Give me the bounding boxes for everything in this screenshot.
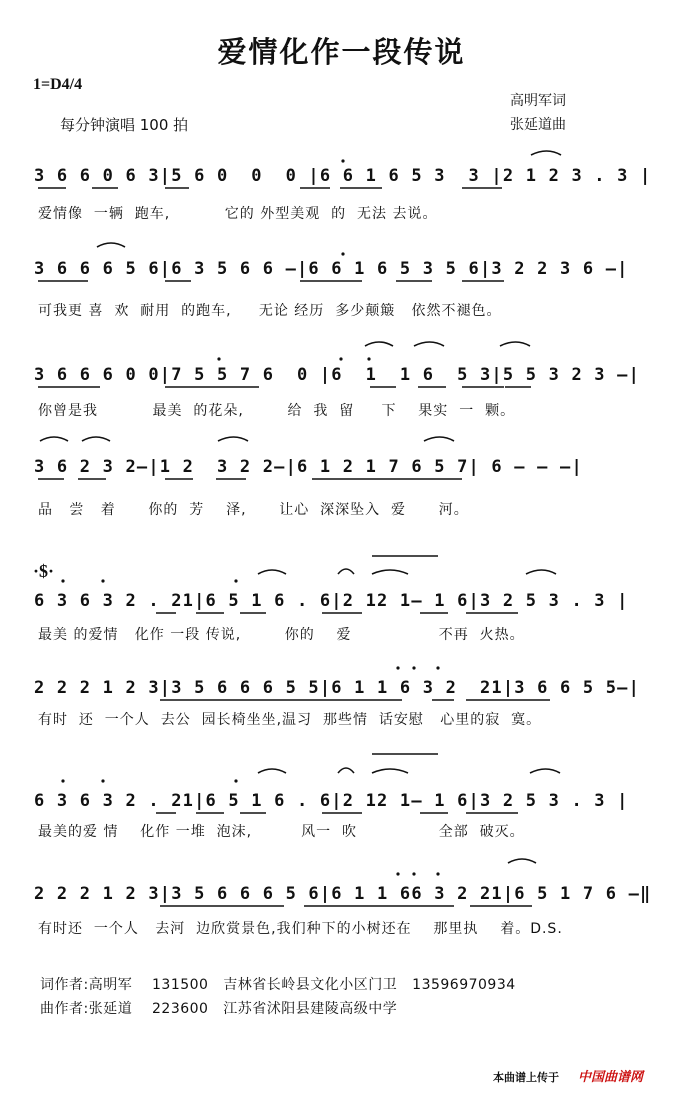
composer-info: 曲作者:张延道 223600 江苏省沭阳县建陵高级中学 bbox=[40, 1001, 398, 1017]
octave-dot bbox=[341, 252, 344, 255]
octave-dot bbox=[367, 357, 370, 360]
slur-arcs bbox=[97, 151, 561, 346]
upload-footer: 本曲谱上传于 bbox=[493, 1071, 559, 1084]
notation-line: 3 6 6 0 6 3|5 6 0 0 0 |6 6 1 6 5 3 3 |2 1 2 3 . 3 | bbox=[34, 166, 652, 186]
octave-dot bbox=[436, 872, 439, 875]
octave-dot bbox=[339, 357, 342, 360]
lyrics-line: 有时还 一个人 去河 边欣赏景色,我们种下的小树还在 那里执 着。D.S. bbox=[38, 921, 563, 937]
key-signature: 1=D4/4 bbox=[33, 76, 83, 93]
tempo-marking: 每分钟演唱 100 拍 bbox=[60, 116, 189, 134]
lyrics-line: 有时 还 一个人 去公 园长椅坐坐,温习 那些情 话安慰 心里的寂 寞。 bbox=[38, 712, 542, 728]
slur-arcs bbox=[508, 859, 536, 863]
notation-line: 3 6 6 6 5 6|6 3 5 6 6 —|6 6 1 6 5 3 5 6|3 2 2 3 6 —| bbox=[34, 259, 629, 279]
lyricist-credit: 高明军词 bbox=[510, 93, 566, 109]
octave-dot bbox=[412, 872, 415, 875]
notation-line: 2 2 2 1 2 3|3 5 6 6 6 5 5|6 1 1 6 3 2 21|3 6 6 5 5—| bbox=[34, 678, 641, 698]
octave-dot bbox=[61, 779, 64, 782]
lyrics-line: 最美 的爱情 化作 一段 传说, 你的 爱 不再 火热。 bbox=[38, 627, 525, 643]
octave-dot bbox=[101, 579, 104, 582]
octave-dot bbox=[101, 779, 104, 782]
notation-line: 3 6 2 3 2—|1 2 3 2 2—|6 1 2 1 7 6 5 7| 6 — — —| bbox=[34, 457, 583, 477]
notation-line: 6 3 6 3 2 . 21|6 5 1 6 . 6|2 12 1— 1 6|3 2 5 3 . 3 | bbox=[34, 791, 629, 811]
octave-dot bbox=[217, 357, 220, 360]
octave-dot bbox=[234, 779, 237, 782]
notation-line: 3 6 6 6 0 0|7 5 5 7 6 0 |6 1 1 6 5 3|5 5 3 2 3 —| bbox=[34, 365, 641, 385]
octave-dot bbox=[234, 579, 237, 582]
slur-arcs bbox=[258, 556, 556, 574]
slur-arcs bbox=[40, 437, 454, 441]
lyrics-line: 可我更 喜 欢 耐用 的跑车, 无论 经历 多少颠簸 依然不褪色。 bbox=[38, 303, 502, 319]
composer-credit: 张延道曲 bbox=[510, 117, 566, 133]
notation-line: 6 3 6 3 2 . 21|6 5 1 6 . 6|2 12 1— 1 6|3 2 5 3 . 3 | bbox=[34, 591, 629, 611]
lyrics-line: 爱情像 一辆 跑车, 它的 外型美观 的 无法 去说。 bbox=[38, 206, 438, 222]
octave-dot bbox=[436, 666, 439, 669]
notation-line: 2 2 2 1 2 3|3 5 6 6 6 5 6|6 1 1 66 3 2 21|6 5 1 7 6 —‖ bbox=[34, 884, 652, 904]
song-title: 爱情化作一段传说 bbox=[217, 35, 466, 69]
lyrics-line: 你曾是我 最美 的花朵, 给 我 留 下 果实 一 颗。 bbox=[38, 403, 516, 419]
slur-arcs bbox=[258, 754, 560, 773]
lyrics-line: 品 尝 着 你的 芳 泽, 让心 深深坠入 爱 河。 bbox=[38, 502, 469, 518]
octave-dot bbox=[341, 159, 344, 162]
site-logo[interactable]: 中国曲谱网 bbox=[578, 1070, 644, 1085]
octave-dot bbox=[412, 666, 415, 669]
octave-dot bbox=[396, 666, 399, 669]
lyricist-info: 词作者:高明军 131500 吉林省长岭县文化小区门卫 13596970934 bbox=[40, 977, 516, 993]
segno-sign: ·$· bbox=[33, 561, 55, 581]
octave-dot bbox=[396, 872, 399, 875]
octave-dot bbox=[61, 579, 64, 582]
lyrics-line: 最美的爱 情 化作 一堆 泡沫, 风一 吹 全部 破灭。 bbox=[38, 824, 525, 840]
